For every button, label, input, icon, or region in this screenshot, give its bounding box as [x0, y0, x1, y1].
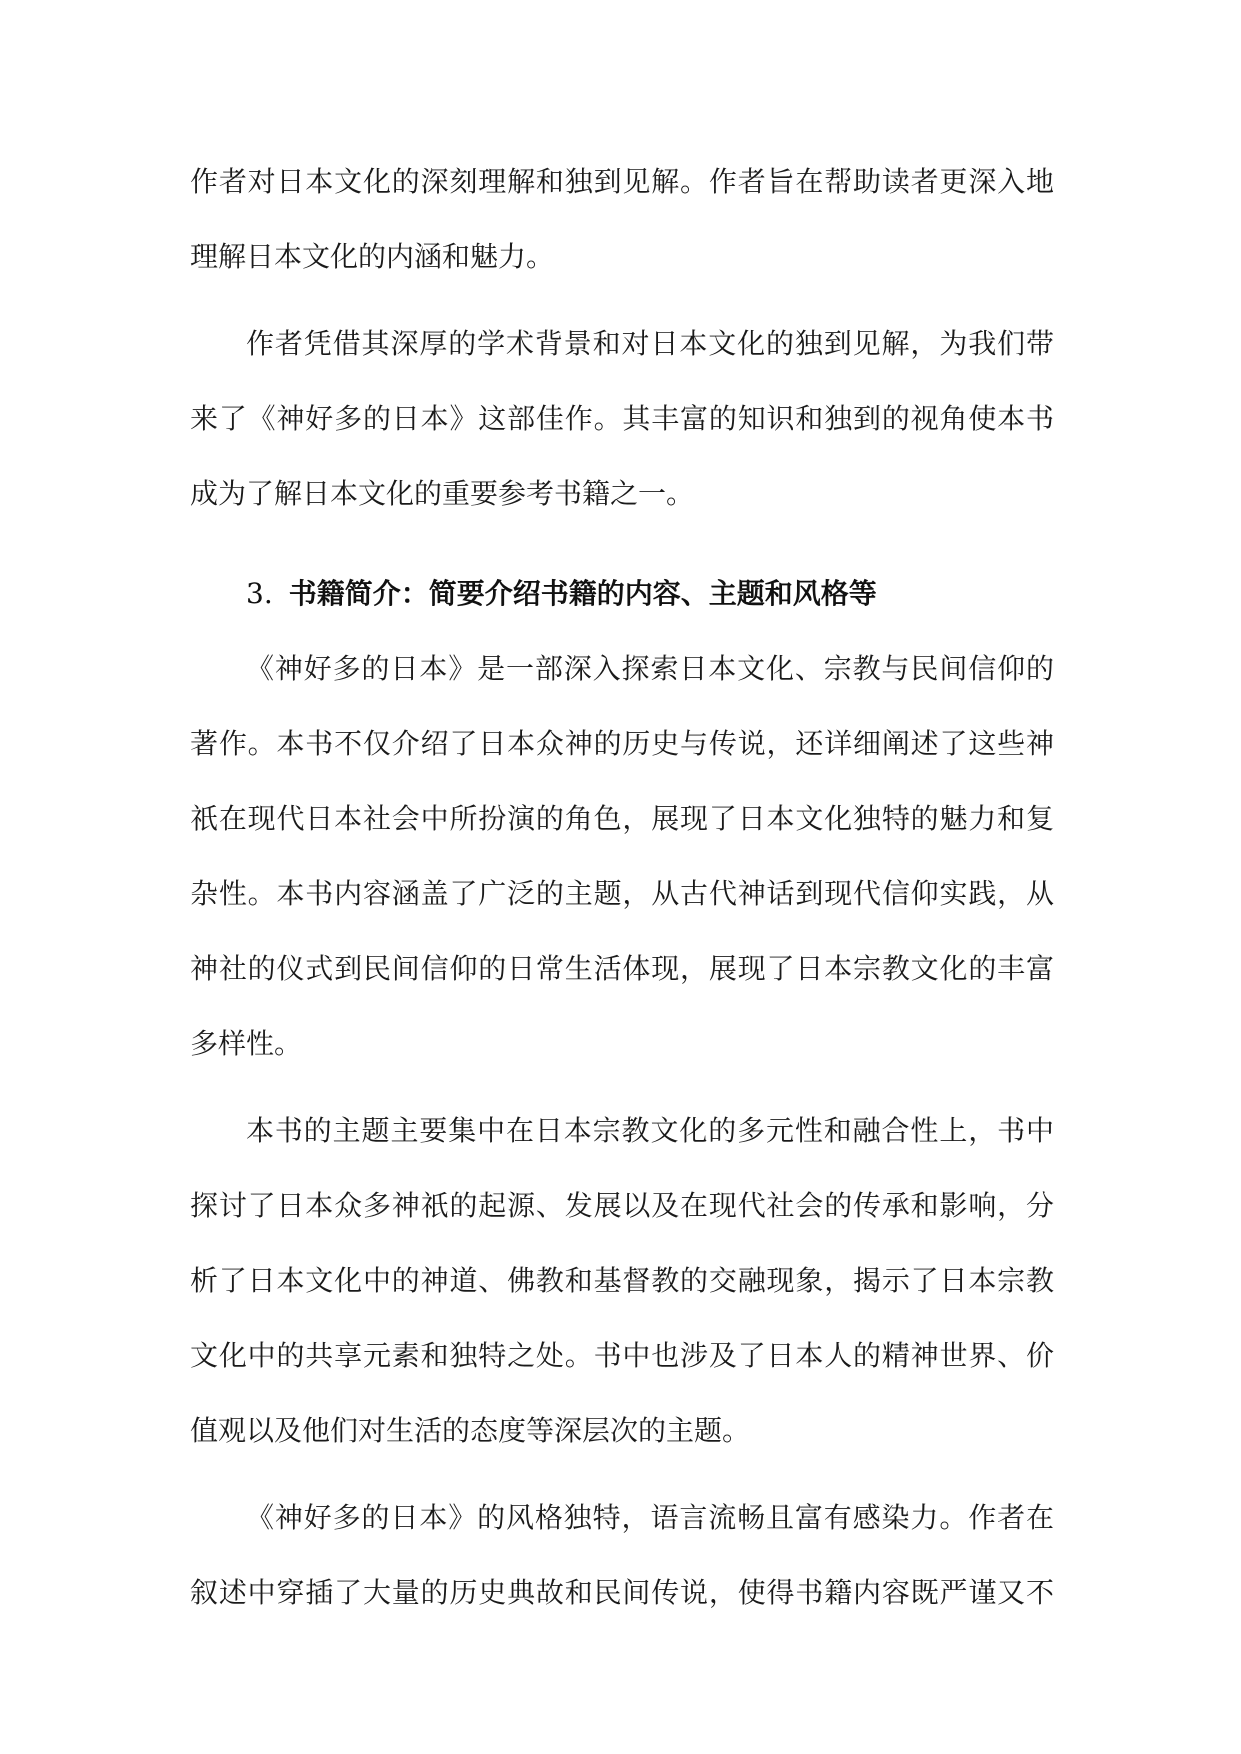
text-line: 本书的主题主要集中在日本宗教文化的多元性和融合性上，书中 — [246, 1114, 1054, 1147]
page-content — [190, 144, 1054, 1630]
text-line: 多样性。 — [190, 1027, 303, 1060]
paragraph — [190, 144, 1054, 294]
text-line: 值观以及他们对生活的态度等深层次的主题。 — [190, 1414, 751, 1447]
text-line: 成为了解日本文化的重要参考书籍之一。 — [190, 477, 695, 510]
paragraph — [190, 306, 1054, 531]
text-line: 析了日本文化中的神道、佛教和基督教的交融现象，揭示了日本宗教 — [190, 1264, 1054, 1297]
section-heading — [190, 556, 1054, 631]
text-line: 作者对日本文化的深刻理解和独到见解。作者旨在帮助读者更深入地 — [190, 165, 1054, 198]
section-number: 3. — [246, 577, 273, 610]
paragraph — [190, 1093, 1054, 1468]
text-line: 祇在现代日本社会中所扮演的角色，展现了日本文化独特的魅力和复 — [190, 802, 1054, 835]
text-line: 作者凭借其深厚的学术背景和对日本文化的独到见解，为我们带 — [246, 327, 1054, 360]
text-line: 叙述中穿插了大量的历史典故和民间传说，使得书籍内容既严谨又不 — [190, 1576, 1054, 1609]
text-line: 文化中的共享元素和独特之处。书中也涉及了日本人的精神世界、价 — [190, 1339, 1054, 1372]
text-line: 《神好多的日本》是一部深入探索日本文化、宗教与民间信仰的 — [246, 652, 1054, 685]
text-line: 探讨了日本众多神祇的起源、发展以及在现代社会的传承和影响，分 — [190, 1189, 1054, 1222]
paragraph — [190, 1480, 1054, 1630]
text-line: 杂性。本书内容涵盖了广泛的主题，从古代神话到现代信仰实践，从 — [190, 877, 1054, 910]
text-line: 《神好多的日本》的风格独特，语言流畅且富有感染力。作者在 — [246, 1501, 1054, 1534]
paragraph — [190, 631, 1054, 1081]
text-line: 来了《神好多的日本》这部佳作。其丰富的知识和独到的视角使本书 — [190, 402, 1054, 435]
text-line: 神社的仪式到民间信仰的日常生活体现，展现了日本宗教文化的丰富 — [190, 952, 1054, 985]
text-line: 理解日本文化的内涵和魅力。 — [190, 240, 555, 273]
section-title: 书籍简介：简要介绍书籍的内容、主题和风格等 — [288, 577, 877, 610]
text-line: 著作。本书不仅介绍了日本众神的历史与传说，还详细阐述了这些神 — [190, 727, 1054, 760]
